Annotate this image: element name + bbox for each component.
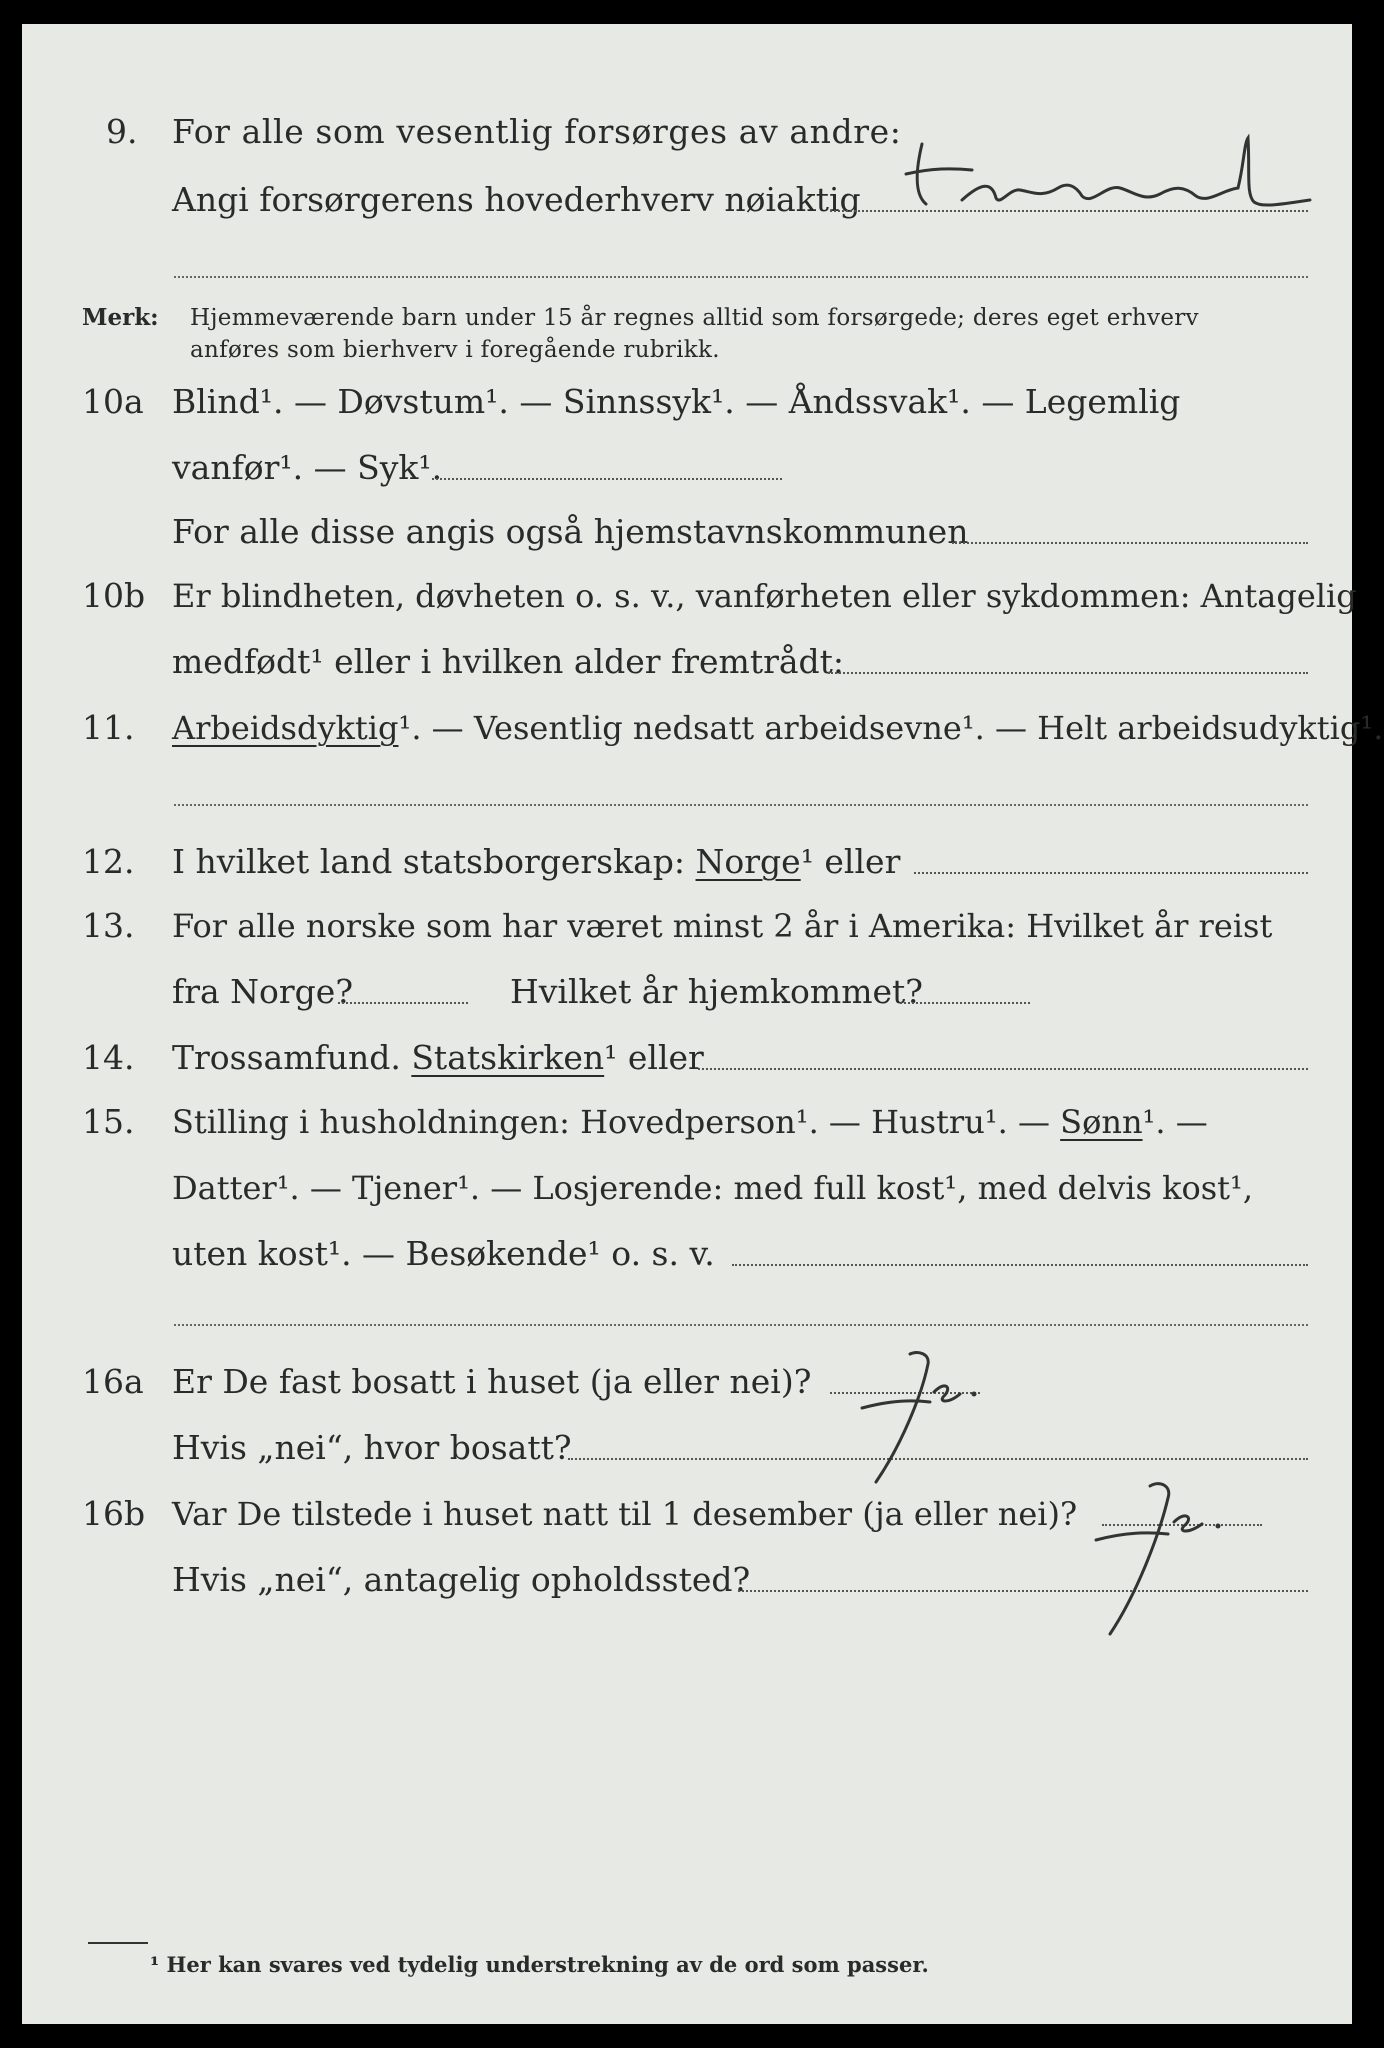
- q16b-number: 16b: [82, 1494, 146, 1533]
- q9-answer-line[interactable]: [830, 210, 1308, 212]
- q14-before: Trossamfund.: [172, 1038, 401, 1077]
- q15-line1-after: ¹. —: [1142, 1103, 1208, 1141]
- q10b-answer-line[interactable]: [828, 672, 1308, 674]
- q16a-bosatt-line[interactable]: [568, 1458, 1308, 1460]
- q14-underlined-statskirken[interactable]: Statskirken: [411, 1038, 605, 1077]
- q12-after: ¹ eller: [800, 842, 901, 881]
- q13-reist-line[interactable]: [338, 1002, 468, 1004]
- q9-line1: For alle som vesentlig forsørges av andre:: [172, 112, 902, 151]
- q15-answer-line[interactable]: [732, 1264, 1308, 1266]
- census-form-page: [22, 24, 1384, 2024]
- q9-number: 9.: [106, 112, 138, 151]
- q14-number: 14.: [82, 1038, 135, 1077]
- q10a-line1: Blind¹. — Døvstum¹. — Sinnssyk¹. — Åndssvak¹. — Legemlig: [172, 382, 1181, 421]
- q9-handwritten-answer: [892, 124, 1312, 224]
- q10b-line2: medfødt¹ eller i hvilken alder fremtrådt:: [172, 642, 845, 681]
- q10a-line2: vanfør¹. — Syk¹.: [172, 448, 443, 487]
- merk-line1: Hjemmeværende barn under 15 år regnes alltid som forsørgede; deres eget erhverv: [190, 305, 1199, 331]
- merk-line2: anføres som bierhverv i foregående rubrikk.: [190, 337, 720, 363]
- q12-line: [172, 842, 900, 882]
- q10b-line1: Er blindheten, døvheten o. s. v., vanførheten eller sykdommen: Antagelig: [172, 577, 1357, 615]
- q16a-answer-line[interactable]: [830, 1392, 980, 1394]
- q16b-handwritten-answer: [1082, 1474, 1282, 1644]
- q14-line: [172, 1038, 704, 1078]
- footnote-divider: [88, 1942, 148, 1944]
- q16b-line1: Var De tilstede i huset natt til 1 desember (ja eller nei)?: [172, 1495, 1078, 1533]
- q14-answer-line[interactable]: [698, 1068, 1308, 1070]
- q10a-syk-line[interactable]: [432, 478, 782, 480]
- q13-line2b: Hvilket år hjemkommet?: [510, 972, 923, 1011]
- q12-answer-line[interactable]: [914, 872, 1308, 874]
- q11-line: [172, 708, 1383, 748]
- q9-line2: Angi forsørgerens hovederhverv nøiaktig: [172, 180, 861, 219]
- q11-underlined-arbeidsdyktig[interactable]: Arbeidsdyktig: [172, 709, 399, 747]
- q10a-line3: For alle disse angis også hjemstavnskommunen: [172, 512, 969, 551]
- q15-line1: [172, 1102, 1208, 1142]
- q15-line1-before: Stilling i husholdningen: Hovedperson¹. — Hustru¹. —: [172, 1103, 1050, 1141]
- q10a-kommune-line[interactable]: [952, 542, 1308, 544]
- q13-line2a: fra Norge?: [172, 972, 354, 1011]
- q16b-line2: Hvis „nei“, antagelig opholdssted?: [172, 1560, 751, 1599]
- q16b-answer-line[interactable]: [1102, 1524, 1262, 1526]
- q15-line3: uten kost¹. — Besøkende¹ o. s. v.: [172, 1234, 715, 1273]
- q16a-line2: Hvis „nei“, hvor bosatt?: [172, 1428, 572, 1467]
- q11-rest: ¹. — Vesentlig nedsatt arbeidsevne¹. — Helt arbeidsudyktig¹.: [398, 709, 1384, 747]
- q12-before: I hvilket land statsborgerskap:: [172, 842, 686, 881]
- q12-underlined-norge[interactable]: Norge: [695, 842, 801, 881]
- q11-extra-line: [174, 804, 1308, 806]
- merk-label: Merk:: [82, 304, 159, 331]
- q13-number: 13.: [82, 906, 135, 945]
- q16a-handwritten-answer: [852, 1344, 1022, 1494]
- q15-extra-line: [174, 1324, 1308, 1326]
- footnote-text: ¹ Her kan svares ved tydelig understrekning av de ord som passer.: [150, 1952, 929, 1977]
- q16a-line1: Er De fast bosatt i huset (ja eller nei)?: [172, 1362, 812, 1401]
- q16b-opholdssted-line[interactable]: [738, 1590, 1308, 1592]
- q15-line2: Datter¹. — Tjener¹. — Losjerende: med full kost¹, med delvis kost¹,: [172, 1169, 1254, 1207]
- q13-line1: For alle norske som har været minst 2 år i Amerika: Hvilket år reist: [172, 907, 1273, 945]
- q15-underlined-sonn[interactable]: Sønn: [1060, 1103, 1143, 1141]
- q12-number: 12.: [82, 842, 135, 881]
- q10b-number: 10b: [82, 576, 146, 615]
- q13-hjemkommet-line[interactable]: [900, 1002, 1030, 1004]
- q11-number: 11.: [82, 708, 135, 747]
- q9-extra-line: [174, 276, 1308, 278]
- q15-number: 15.: [82, 1102, 135, 1141]
- q10a-number: 10a: [82, 382, 144, 421]
- q14-after: ¹ eller: [604, 1038, 704, 1077]
- q16a-number: 16a: [82, 1362, 144, 1401]
